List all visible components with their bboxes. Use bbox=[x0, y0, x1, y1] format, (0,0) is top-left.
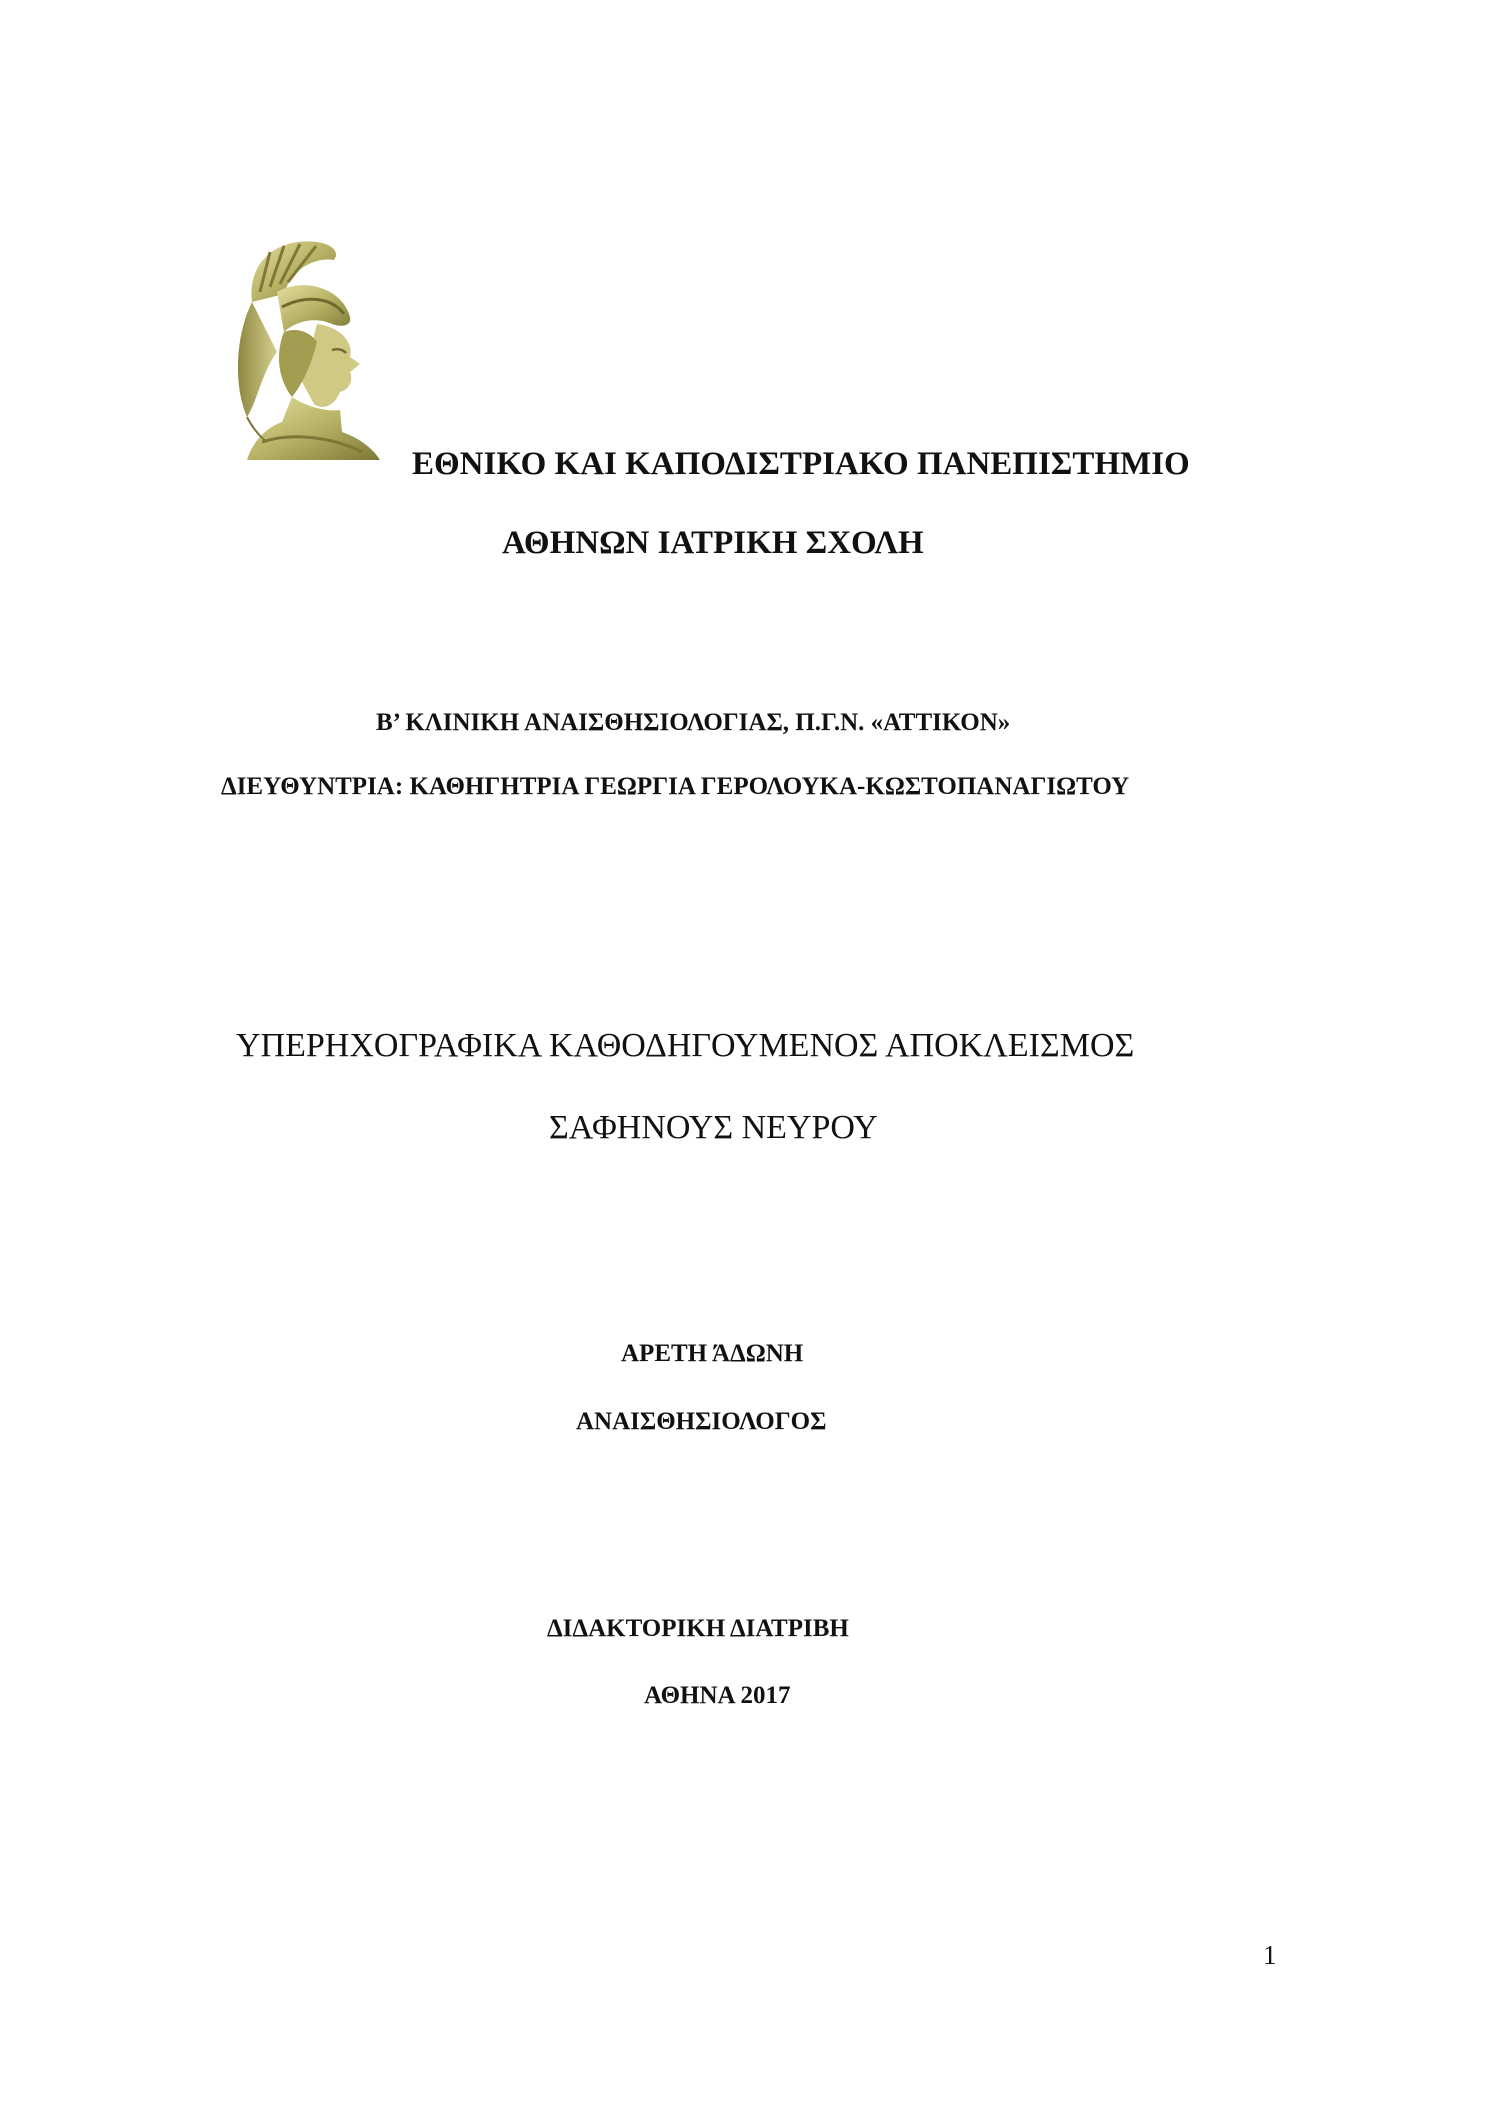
clinic-director: ΔΙΕΥΘΥΝΤΡΙΑ: ΚΑΘΗΓΗΤΡΙΑ ΓΕΩΡΓΙΑ ΓΕΡΟΛΟΥΚΑ-ΚΩΣΤΟΠΑΝΑΓΙΩΤΟΥ bbox=[221, 773, 1130, 800]
page-number: 1 bbox=[1263, 1940, 1277, 1970]
thesis-title-line2: ΣΑΦΗΝΟΥΣ ΝΕΥΡΟΥ bbox=[549, 1109, 878, 1146]
clinic-name: Β’ ΚΛΙΝΙΚΗ ΑΝΑΙΣΘΗΣΙΟΛΟΓΙΑΣ, Π.Γ.Ν. «ΑΤΤΙΚΟΝ» bbox=[376, 709, 1011, 736]
author-role: ΑΝΑΙΣΘΗΣΙΟΛΟΓΟΣ bbox=[576, 1408, 827, 1435]
document-type: ΔΙΔΑΚΤΟΡΙΚΗ ΔΙΑΤΡΙΒΗ bbox=[547, 1615, 849, 1642]
university-name-line2: ΑΘΗΝΩΝ ΙΑΤΡΙΚΗ ΣΧΟΛΗ bbox=[502, 525, 924, 561]
university-name-line1: ΕΘΝΙΚΟ ΚΑΙ ΚΑΠΟΔΙΣΤΡΙΑΚΟ ΠΑΝΕΠΙΣΤΗΜΙΟ bbox=[412, 446, 1190, 482]
thesis-title-line1: ΥΠΕΡΗΧΟΓΡΑΦΙΚΑ ΚΑΘΟΔΗΓΟΥΜΕΝΟΣ ΑΠΟΚΛΕΙΣΜΟΣ bbox=[236, 1027, 1135, 1064]
author-name: ΑΡΕΤΗ ΆΔΩΝΗ bbox=[621, 1340, 804, 1367]
place-and-year: ΑΘΗΝΑ 2017 bbox=[644, 1682, 791, 1709]
university-logo bbox=[222, 232, 382, 462]
athena-head-icon bbox=[222, 232, 382, 462]
